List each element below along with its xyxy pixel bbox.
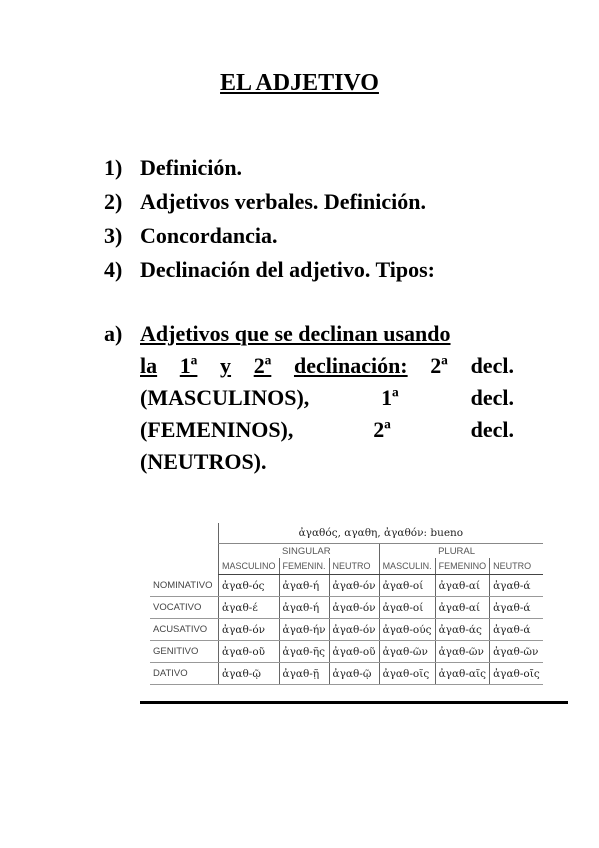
table-cell: ἀγαθ-ά — [490, 575, 543, 597]
table-cell: ἀγαθ-ῆς — [279, 641, 329, 663]
list-item — [104, 257, 435, 291]
table-row — [150, 575, 543, 597]
table-cell: ἀγαθ-άς — [435, 619, 490, 641]
case-label: GENITIVO — [150, 641, 219, 663]
table-cell: ἀγαθ-ός — [219, 575, 280, 597]
table-cell: ἀγαθ-αί — [435, 575, 490, 597]
column-header: NEUTRO — [490, 558, 543, 575]
table-cell: ἀγαθ-ῷ — [219, 663, 280, 685]
table-cell: ἀγαθ-ή — [279, 597, 329, 619]
text-word: decl. — [470, 385, 514, 410]
declension-table — [150, 523, 543, 685]
table-cell: ἀγαθ-οί — [379, 597, 435, 619]
table-cell: ἀγαθ-όν — [329, 619, 379, 641]
text-word: 1ª — [381, 385, 399, 410]
text-word: (FEMENINOS), — [140, 417, 294, 442]
text-word: y — [220, 353, 232, 378]
list-number: 2) — [104, 189, 123, 214]
list-text: Definición. — [140, 155, 243, 180]
table-row — [150, 641, 543, 663]
list-text: Declinación del adjetivo. Tipos: — [140, 257, 435, 282]
table-cell: ἀγαθ-ήν — [279, 619, 329, 641]
page-title: EL ADJETIVO — [220, 70, 379, 96]
list-item — [104, 223, 435, 257]
table-caption: ἀγαθός, αγαθη, ἀγαθόν: bueno — [219, 523, 543, 544]
list-text: Adjetivos verbales. Definición. — [140, 189, 426, 214]
table-cell: ἀγαθ-οί — [379, 575, 435, 597]
text-word: decl. — [470, 353, 514, 378]
text-word: 2ª — [430, 353, 448, 378]
table-cell: ἀγαθ-αί — [435, 597, 490, 619]
table-cell: ἀγαθ-ῶν — [379, 641, 435, 663]
table-cell: ἀγαθ-οῖς — [490, 663, 543, 685]
table-row — [150, 663, 543, 685]
text-word: 2ª — [253, 353, 272, 378]
table-cell: ἀγαθ-ῶν — [435, 641, 490, 663]
text-line: (NEUTROS). — [140, 449, 267, 474]
list-item — [104, 189, 435, 223]
text-word: 2ª — [373, 417, 391, 442]
table-cell: ἀγαθ-ούς — [379, 619, 435, 641]
table-cell: ἀγαθ-ῷ — [329, 663, 379, 685]
table-row — [150, 597, 543, 619]
text-word: 1ª — [179, 353, 198, 378]
table-cell: ἀγαθ-ά — [490, 597, 543, 619]
table-cell: ἀγαθ-οῖς — [379, 663, 435, 685]
case-label: DATIVO — [150, 663, 219, 685]
table-cell: ἀγαθ-έ — [219, 597, 280, 619]
horizontal-rule — [140, 701, 568, 704]
declension-table-image — [150, 523, 555, 691]
table-cell: ἀγαθ-οῦ — [329, 641, 379, 663]
table-cell: ἀγαθ-όν — [329, 597, 379, 619]
table-cell: ἀγαθ-οῦ — [219, 641, 280, 663]
column-header: MASCULIN. — [379, 558, 435, 575]
item-label: a) — [104, 321, 123, 346]
text-word: declinación: — [293, 353, 408, 378]
case-label: NOMINATIVO — [150, 575, 219, 597]
case-label: ACUSATIVO — [150, 619, 219, 641]
table-cell: ἀγαθ-αῖς — [435, 663, 490, 685]
topic-list — [104, 155, 435, 291]
singular-header: SINGULAR — [282, 545, 331, 557]
column-header: FEMENIN. — [279, 558, 329, 575]
text-word: decl. — [470, 417, 514, 442]
list-number: 1) — [104, 155, 123, 180]
list-number: 3) — [104, 223, 123, 248]
list-text: Concordancia. — [140, 223, 278, 248]
text-word: (MASCULINOS), — [140, 385, 310, 410]
plural-header: PLURAL — [438, 545, 476, 557]
column-header: FEMENINO — [435, 558, 490, 575]
column-header: MASCULINO — [219, 558, 280, 575]
text-line: Adjetivos que se declinan usando — [140, 321, 451, 346]
table-cell: ἀγαθ-όν — [329, 575, 379, 597]
column-header: NEUTRO — [329, 558, 379, 575]
table-cell: ἀγαθ-όν — [219, 619, 280, 641]
item-text — [140, 318, 514, 478]
list-number: 4) — [104, 257, 123, 282]
table-cell: ἀγαθ-ά — [490, 619, 543, 641]
text-word: la — [140, 353, 158, 378]
table-row — [150, 619, 543, 641]
table-cell: ἀγαθ-ή — [279, 575, 329, 597]
case-label: VOCATIVO — [150, 597, 219, 619]
table-cell: ἀγαθ-ῇ — [279, 663, 329, 685]
list-item — [104, 155, 435, 189]
table-cell: ἀγαθ-ῶν — [490, 641, 543, 663]
